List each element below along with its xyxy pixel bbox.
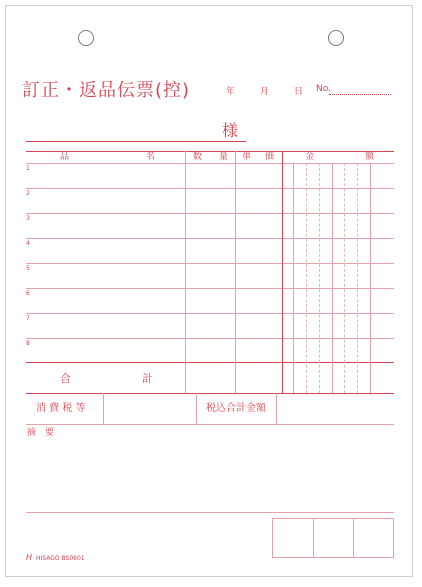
row-rule	[26, 338, 394, 339]
header-bottom-rule	[26, 163, 394, 164]
stamp-box-divider	[313, 518, 314, 558]
tax-col-rule	[196, 393, 197, 424]
row-number: 7	[26, 315, 30, 322]
total-bottom-rule	[26, 393, 394, 394]
row-number: 1	[26, 165, 30, 172]
col-rule	[235, 151, 236, 393]
digit-rule	[344, 163, 345, 393]
col-header-qty-1: 数	[193, 152, 203, 162]
row-rule	[26, 313, 394, 314]
tax-col-rule	[103, 393, 104, 424]
col-header-item: 品	[60, 152, 70, 162]
month-label: 月	[260, 87, 270, 97]
remarks-bottom-rule	[26, 512, 394, 513]
total-label-right: 計	[142, 372, 153, 385]
tax-row-bottom-rule	[26, 424, 394, 425]
col-header-name: 名	[146, 152, 156, 162]
number-field-line	[329, 94, 391, 95]
row-number: 4	[26, 240, 30, 247]
slip-title: 訂正・返品伝票(控)	[22, 80, 191, 101]
recipient-underline	[26, 141, 246, 142]
row-number: 8	[26, 340, 30, 347]
digit-rule	[370, 163, 371, 393]
digit-rule	[332, 163, 333, 393]
day-label: 日	[294, 87, 304, 97]
year-label: 年	[226, 87, 236, 97]
row-number: 6	[26, 290, 30, 297]
row-rule	[26, 238, 394, 239]
row-rule	[26, 288, 394, 289]
row-rule	[26, 213, 394, 214]
col-rule-amount	[282, 151, 283, 393]
digit-rule	[319, 163, 320, 393]
total-label-left: 合	[60, 372, 71, 385]
col-header-price-1: 単	[242, 152, 252, 162]
col-header-price-2: 価	[265, 152, 275, 162]
row-number: 3	[26, 215, 30, 222]
digit-rule	[357, 163, 358, 393]
digit-rule	[306, 163, 307, 393]
honorific-sama: 様	[222, 121, 239, 140]
row-rule	[26, 263, 394, 264]
col-rule	[185, 151, 186, 393]
row-rule	[26, 188, 394, 189]
number-label: No.	[316, 84, 331, 94]
tax-col-rule	[276, 393, 277, 424]
tax-included-total-label: 税込合計金額	[206, 403, 266, 414]
stamp-box-divider	[353, 518, 354, 558]
row-number: 2	[26, 190, 30, 197]
col-header-amount-1: 金	[305, 152, 315, 162]
table-top-rule	[26, 151, 394, 152]
consumption-tax-label: 消 費 税 等	[36, 403, 86, 414]
brand-logo	[26, 553, 85, 562]
brand-name: HISAGO	[36, 555, 60, 562]
product-code: BS0601	[61, 555, 85, 562]
stamp-box-group	[272, 518, 394, 558]
digit-rule	[293, 163, 294, 393]
total-top-rule	[26, 362, 394, 363]
col-header-qty-2: 量	[219, 152, 229, 162]
brand-mark: H	[26, 553, 33, 562]
col-header-amount-2: 額	[365, 152, 375, 162]
row-number: 5	[26, 265, 30, 272]
binding-hole-left	[78, 30, 94, 46]
binding-hole-right	[328, 30, 344, 46]
remarks-label: 摘 要	[27, 428, 55, 438]
